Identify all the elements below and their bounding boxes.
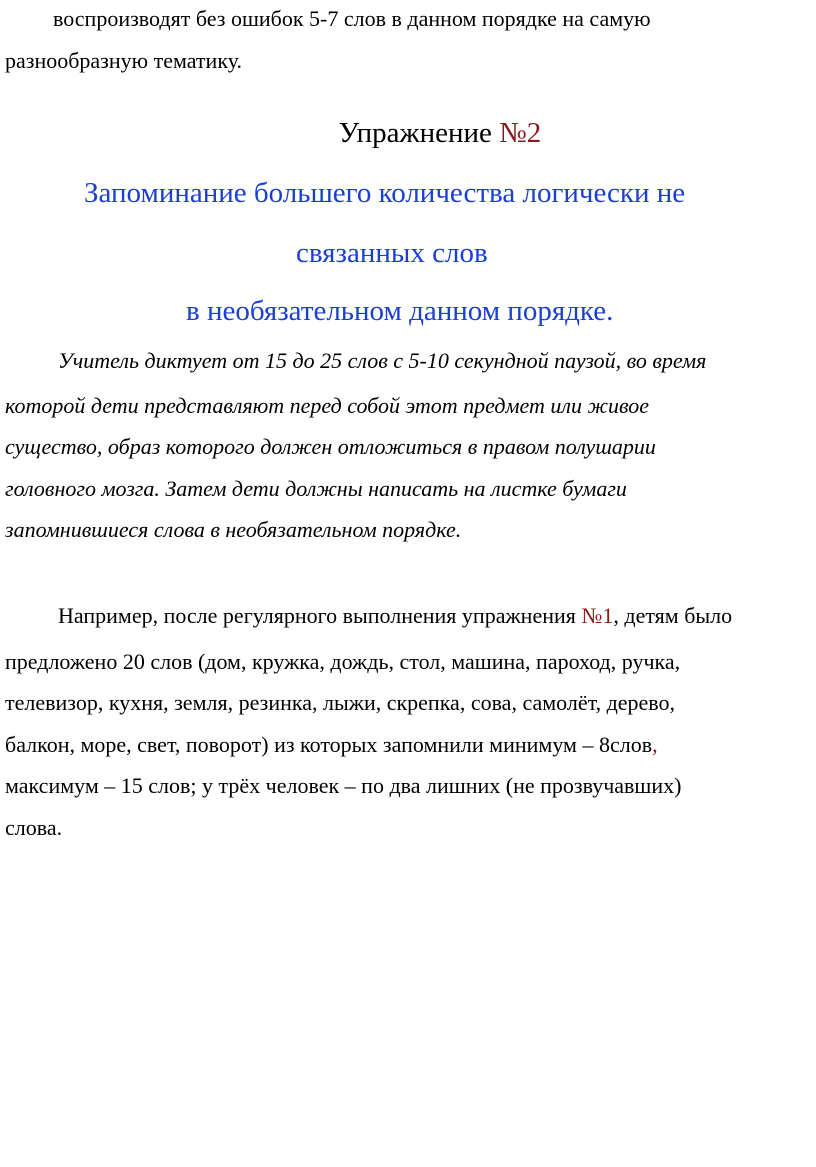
exercise-subtitle-line-3: в необязательном данном порядке. [186,295,614,327]
example-line-1 [58,603,732,629]
example-line-4-text: балкон, море, свет, поворот) из которых запомнили минимум – 8слов [5,732,653,757]
exercise-title [32,116,816,150]
exercise-title-word: Упражнение [338,117,500,149]
example-line-3: телевизор, кухня, земля, резинка, лыжи, скрепка, сова, самолёт, дерево, [5,690,676,715]
example-line-1-tail: , детям было [613,603,733,628]
example-line-4-comma: , [652,732,658,757]
example-line-1-text: Например, после регулярного выполнения упражнения [58,603,582,628]
instruction-line-1: Учитель диктует от 15 до 25 слов с 5-10 секундной паузой, во время [58,348,707,373]
example-exercise-number: №1 [581,603,614,628]
intro-line-2: разнообразную тематику. [5,48,242,73]
instruction-line-4: головного мозга. Затем дети должны написать на листке бумаги [5,476,627,501]
example-line-4 [5,732,658,758]
exercise-subtitle-line-2: связанных слов [296,237,488,269]
example-line-6: слова. [5,815,63,840]
exercise-subtitle-line-1: Запоминание большего количества логически не [84,177,686,209]
example-line-5: максимум – 15 слов; у трёх человек – по два лишних (не прозвучавших) [5,773,682,798]
exercise-title-number: №2 [499,117,542,149]
instruction-line-3: существо, образ которого должен отложиться в правом полушарии [5,434,656,459]
example-line-2: предложено 20 слов (дом, кружка, дождь, стол, машина, пароход, ручка, [5,649,681,674]
instruction-line-2: которой дети представляют перед собой этот предмет или живое [5,393,649,418]
instruction-line-5: запомнившиеся слова в необязательном порядке. [5,517,462,542]
intro-line-1: воспроизводят без ошибок 5-7 слов в данном порядке на самую [53,6,651,31]
